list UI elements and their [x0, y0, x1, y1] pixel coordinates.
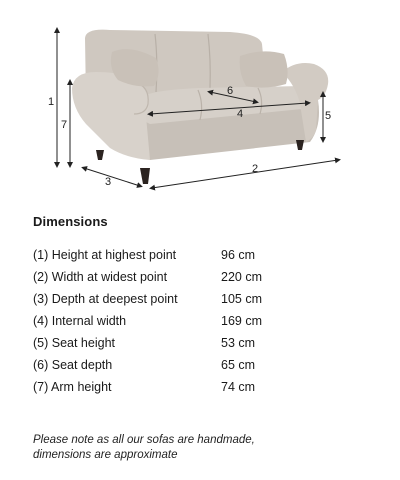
dim-label-3: 3 — [105, 176, 112, 188]
dimension-value: 169 cm — [221, 314, 262, 328]
dimension-row — [33, 376, 373, 398]
dimension-value: 53 cm — [221, 336, 256, 350]
dimension-value: 105 cm — [221, 292, 262, 306]
dim-line-width — [152, 160, 338, 188]
dimensions-heading: Dimensions — [33, 214, 108, 229]
dimension-value: 74 cm — [221, 380, 256, 394]
dim-label-5: 5 — [325, 110, 332, 122]
sofa-illustration — [0, 0, 400, 200]
note-line-2: dimensions are approximate — [33, 449, 178, 461]
dim-label-1: 1 — [48, 96, 55, 108]
sofa-dimension-diagram — [0, 0, 400, 200]
dim-line-depth — [84, 168, 140, 186]
dimension-row — [33, 244, 373, 266]
dimension-value: 65 cm — [221, 358, 256, 372]
dimension-name: (5) Seat height — [33, 336, 115, 350]
dimension-name: (4) Internal width — [33, 314, 127, 328]
dimension-row — [33, 310, 373, 332]
dimension-row — [33, 354, 373, 376]
dimension-name: (7) Arm height — [33, 380, 112, 394]
handmade-note — [33, 433, 373, 463]
sofa-shape — [72, 30, 328, 184]
dimension-name: (3) Depth at deepest point — [33, 292, 178, 306]
dimension-name: (2) Width at widest point — [33, 270, 168, 284]
dim-label-4: 4 — [237, 108, 244, 120]
dimension-value: 220 cm — [221, 270, 262, 284]
dimension-row — [33, 288, 373, 310]
dimension-row — [33, 332, 373, 354]
dim-label-6: 6 — [227, 85, 234, 97]
dim-label-2: 2 — [252, 163, 259, 175]
dimension-name: (6) Seat depth — [33, 358, 113, 372]
dimension-row — [33, 266, 373, 288]
dimension-value: 96 cm — [221, 248, 256, 262]
dimensions-table — [33, 244, 373, 398]
note-line-1: Please note as all our sofas are handmade, — [33, 434, 255, 446]
dim-label-7: 7 — [61, 119, 68, 131]
dimension-name: (1) Height at highest point — [33, 248, 177, 262]
